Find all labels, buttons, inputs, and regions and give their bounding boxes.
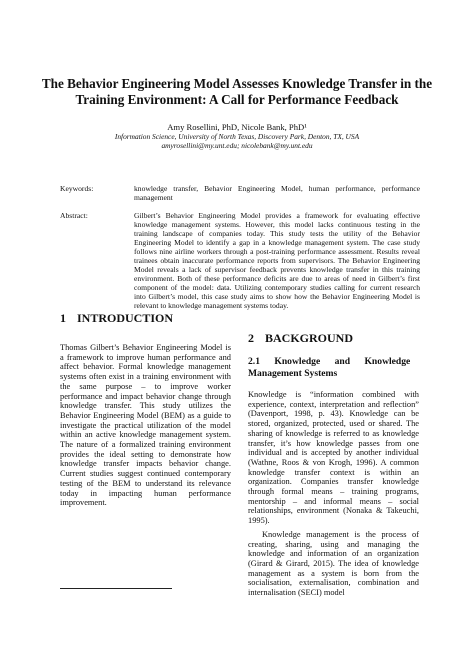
- section-2-title: BACKGROUND: [265, 331, 354, 345]
- section-1-title: INTRODUCTION: [77, 311, 174, 325]
- author-emails: amyrosellini@my.unt.edu; nicolebank@my.unt.edu: [161, 141, 313, 150]
- keywords-label: Keywords:: [60, 184, 94, 193]
- keywords-text: knowledge transfer, Behavior Engineering Model, human performance, performance management: [134, 184, 420, 202]
- paper-title: The Behavior Engineering Model Assesses Knowledge Transfer in the Training Environment: A Call for Performance Feedback: [41, 76, 433, 107]
- section-2-heading: [248, 331, 419, 345]
- section-2-number: 2: [248, 331, 254, 345]
- subsection-2-1-heading: 2.1 Knowledge and Knowledge Management Systems: [248, 356, 413, 379]
- left-column: [60, 311, 231, 508]
- abstract-text: Gilbert’s Behavior Engineering Model provides a framework for evaluating effective knowledge management systems. However, this model lacks continuous testing in the training landscape of companies today. This study tests the utility of the Behavior Engineering Model to identify a gap in a knowledge management system. The case study follows nine airline workers through a post-training performance assessment. Results reveal trainees obtain inaccurate performance reports from supervisors. The Behavior Engineering Model reveals a lack of supervisor feedback prevents knowledge transfer in this training environment. Both of these performance deficits are due to areas of need in Gilbert’s first component of the model: data. Utilizing contemporary studies calling for current research into Gilbert’s model, this case study aims to show how the Behavior Engineering Model is relevant to knowledge management systems today.: [134, 211, 420, 310]
- affiliation: Information Science, University of North Texas, Discovery Park, Denton, TX, USA: [114, 132, 360, 141]
- subsection-2-1-paragraph-1: Knowledge is “information combined with experience, context, interpretation and reflection” (Davenport, 1998, p. 43). Knowledge can be stored, organized, protected, used or shared. The sharing of knowledge is referred to as knowledge transfer, it’s how knowledge passes from one individual and is accepted by another individual (Wathne, Roos & von Krogh, 1996). A common knowledge transfer context is within an organization. Companies transfer knowledge through formal means – training programs, mentorship – and informal means – social relationships, environment (Nonaka & Takeuchi, 1995).: [248, 390, 419, 526]
- footnote-rule: [60, 588, 172, 589]
- author-list: Amy Rosellini, PhD, Nicole Bank, PhD¹: [167, 122, 307, 132]
- section-1-paragraph: Thomas Gilbert’s Behavior Engineering Model is a framework to improve human performance and affect behavior. Formal knowledge management systems often exist in a training environment with the same purpose – to improve worker performance and impact behavior change through knowledge transfer. This study utilizes the Behavior Engineering Model (BEM) as a guide to investigate the practical utilization of the model within an active knowledge management system. The nature of a formalized training environment provides the ideal setting to demonstrate how knowledge transfer impacts behavior change. Current studies suggest continued contemporary testing of the BEM to understand its relevance today in impacting human performance improvement.: [60, 343, 231, 508]
- subsection-2-1-paragraph-2: Knowledge management is the process of creating, sharing, using and managing the knowledge and information of an organization (Girard & Girard, 2015). The idea of knowledge management as a system is born from the socialisation, externalisation, combination and internalisation (SECI) model: [248, 529, 419, 598]
- section-1-number: 1: [60, 311, 66, 325]
- section-1-heading: [60, 311, 231, 325]
- abstract-label: Abstract:: [60, 211, 88, 220]
- right-column: [248, 331, 419, 598]
